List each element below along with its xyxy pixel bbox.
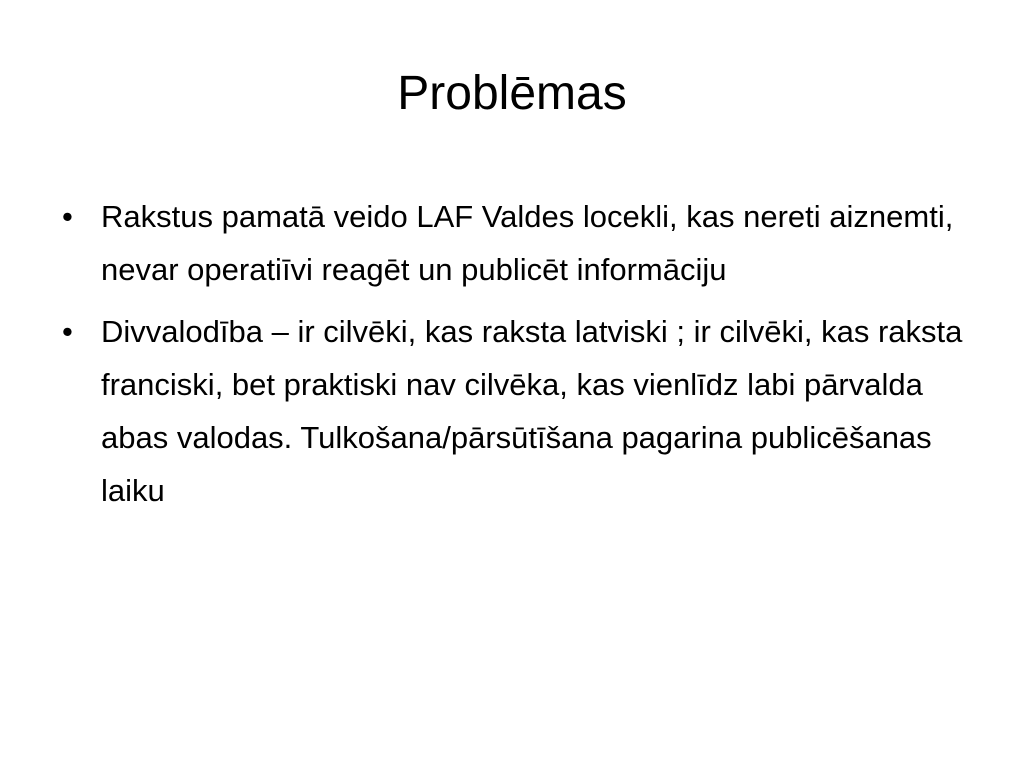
bullet-marker: •	[62, 314, 73, 349]
bullet-item	[62, 190, 982, 296]
bullet-text: Rakstus pamatā veido LAF Valdes locekli, kas nereti aiznemti, nevar operatiīvi reagēt un publicēt informāciju	[101, 199, 954, 287]
bullet-item	[62, 305, 982, 517]
bullet-list	[62, 190, 982, 526]
bullet-marker: •	[62, 199, 73, 234]
slide-title: Problēmas	[397, 67, 627, 120]
bullet-text: Divvalodība – ir cilvēki, kas raksta latviski ; ir cilvēki, kas raksta franciski, bet praktiski nav cilvēka, kas vienlīdz labi pārvalda abas valodas. Tulkošana/pārsūtīšana pagarina publicēšanas laiku	[101, 314, 963, 508]
